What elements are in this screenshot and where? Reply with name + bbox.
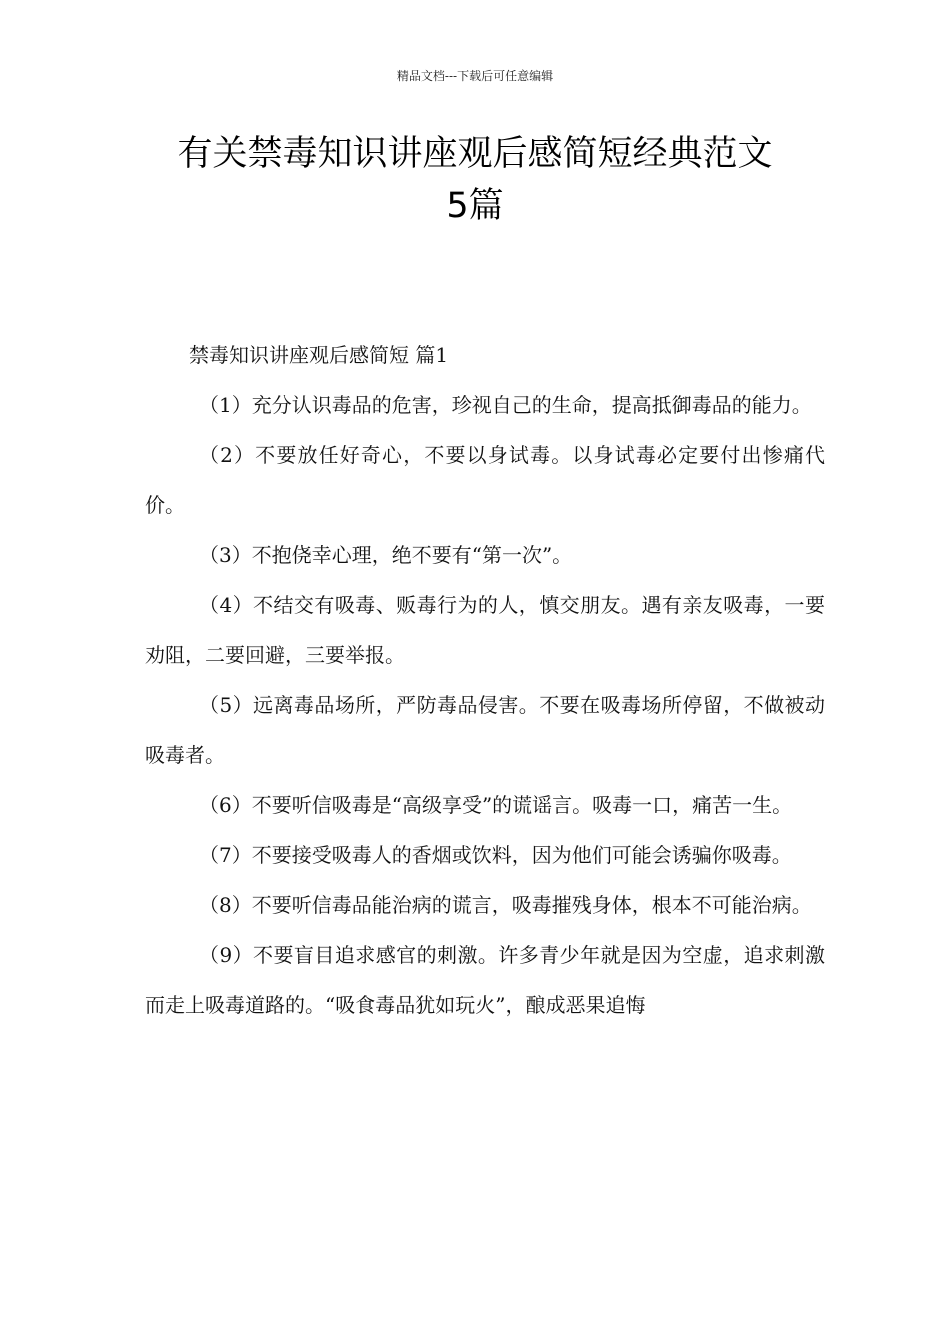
paragraph-9: （9）不要盲目追求感官的刺激。许多青少年就是因为空虚，追求刺激而走上吸毒道路的。“吸食毒品犹如玩火”，酿成恶果追悔 [145,943,825,1017]
paragraph-6: （6）不要听信吸毒是“高级享受”的谎谣言。吸毒一口，痛苦一生。 [199,793,793,817]
paragraph-7: （7）不要接受吸毒人的香烟或饮料，因为他们可能会诱骗你吸毒。 [199,843,792,867]
document-title [120,128,830,232]
paragraph-8: （8）不要听信毒品能治病的谎言，吸毒摧残身体，根本不可能治病。 [199,893,812,917]
document-title-line-2: 5篇 [446,186,504,226]
paragraph-1: （1）充分认识毒品的危害，珍视自己的生命，提高抵御毒品的能力。 [199,393,812,417]
page-header-note: 精品文档---下载后可任意编辑 [396,69,554,83]
paragraph-4: （4）不结交有吸毒、贩毒行为的人，慎交朋友。遇有亲友吸毒，一要劝阻，二要回避，三要举报。 [145,593,825,667]
section-heading: 禁毒知识讲座观后感简短 篇1 [189,343,449,367]
paragraph-3: （3）不抱侥幸心理，绝不要有“第一次”。 [199,543,573,567]
paragraph-5: （5）远离毒品场所，严防毒品侵害。不要在吸毒场所停留，不做被动吸毒者。 [145,693,825,767]
document-title-line-1: 有关禁毒知识讲座观后感简短经典范文 [177,134,773,174]
document-body [145,330,825,1030]
paragraph-2: （2）不要放任好奇心，不要以身试毒。以身试毒必定要付出惨痛代价。 [145,443,825,517]
